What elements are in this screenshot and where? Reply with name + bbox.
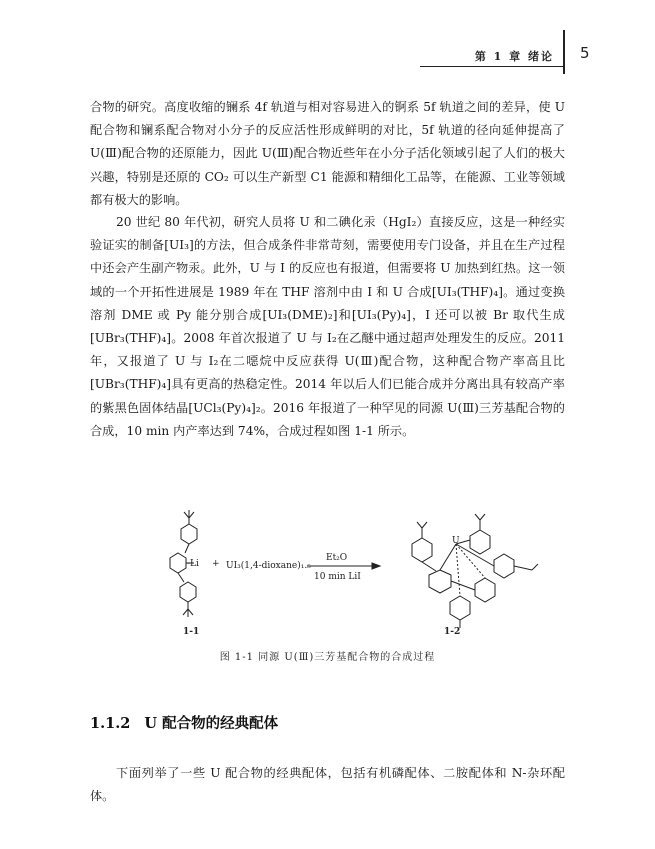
header-divider [563,30,565,74]
section-title: U 配合物的经典配体 [144,715,279,732]
compound-label-1: 1-1 [183,627,200,637]
section-heading [90,712,278,733]
arrow-bottom-label: 10 min LiI [314,572,361,582]
paragraph-1: 合物的研究。高度收缩的镧系 4f 轨道与相对容易进入的锕系 5f 轨道之间的差异，使 U 配合物和镧系配合物对小分子的反应活性形成鲜明的对比，5f 轨道的径向延伸提高了 U(Ⅲ)配合物的还原能力，因此 U(Ⅲ)配合物近些年在小分子活化领域引起了人们的极大兴趣，特别是还原的 CO₂ 可以生产新型 C1 能源和精细化工品等，在能源、工业等领域都有极大的影响。 [90,100,565,207]
arrow-top-label: Et₂O [326,553,348,563]
header-rule [420,66,563,67]
reagent-label: UI₃(1,4-dioxane)₁.₅ [226,561,311,571]
paragraph-3: 下面列举了一些 U 配合物的经典配体，包括有机磷配体、二胺配体和 N-杂环配体。 [90,766,565,804]
reaction-scheme [140,508,540,638]
lithium-label: -Li [187,559,199,569]
running-header [0,44,655,74]
plus-sign: + [212,559,220,569]
figure-caption: 图 1-1 同源 U(Ⅲ)三芳基配合物的合成过程 [219,652,436,663]
product-structure [412,514,538,628]
chapter-title: 第 1 章 绪论 [474,50,554,63]
uranium-atom-label: U [452,536,460,546]
section-number: 1.1.2 [90,715,131,732]
paragraph-2: 20 世纪 80 年代初，研究人员将 U 和二碘化汞（HgI₂）直接反应，这是一种经实验证实的制备[UI₃]的方法，但合成条件非常苛刻，需要使用专门设备，并且在生产过程中还会产生副产物汞。此外，U 与 I 的反应也有报道，但需要将 U 加热到红热。这一领域的一个开拓性进展是 1989 年在 THF 溶剂中由 I 和 U 合成[UI₃(THF)₄]。通过变换溶剂 DME 或 Py 能分别合成[UI₃(DME)₂]和[UI₃(Py)₄]，I 还可以被 Br 取代生成[UBr₃(THF)₄]。2008 年首次报道了 U 与 I₂在乙醚中通过超声处理发生的反应。2011 年，又报道了 U 与 I₂在二噁烷中反应获得 U(Ⅲ)配合物，这种配合物产率高且比[UBr₃(THF)₄]具有更高的热稳定性。2014 年以后人们已能合成并分离出具有较高产率的紫黑色固体结晶[UCl₃(Py)₄]₂。2016 年报道了一种罕见的同源 U(Ⅲ)三芳基配合物的合成，10 min 内产率达到 74%，合成过程如图 1-1 所示。 [90,215,565,438]
page-number: 5 [580,44,590,62]
compound-label-2: 1-2 [444,627,461,637]
